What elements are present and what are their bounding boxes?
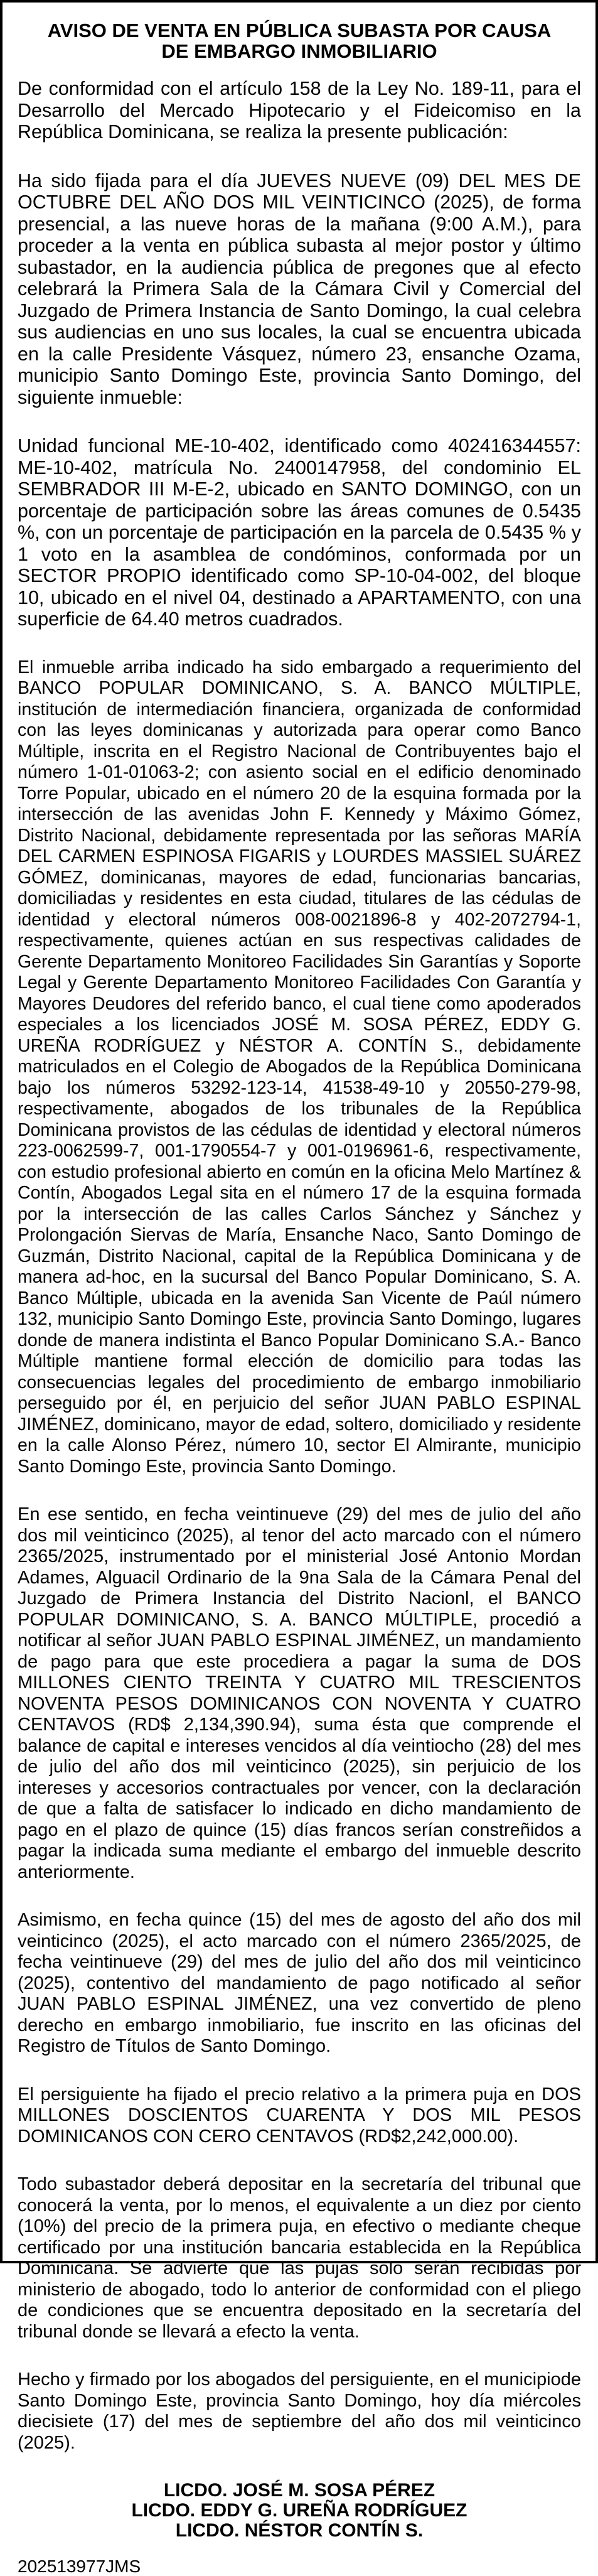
first-bid-price-paragraph: El persiguiente ha fijado el precio relativo a la primera puja en DOS MILLONES DOSCIENTOS CUARENTA Y DOS MIL PESOS DOMINICANOS CON CERO CENTAVOS (RD$2,242,000.00).	[18, 2084, 581, 2147]
signature-attorney-3: LICDO. NÉSTOR CONTÍN S.	[175, 2520, 424, 2541]
signature-attorney-1: LICDO. JOSÉ M. SOSA PÉREZ	[163, 2480, 435, 2501]
notice-title	[18, 20, 581, 62]
payment-order-paragraph: En ese sentido, en fecha veintinueve (29) del mes de julio del año dos mil veinticinco (2025), al tenor del acto marcado con el número 2365/2025, instrumentado por el ministerial José Antonio Mordan Adames, Alguacil Ordinario de la 9na Sala de la Cámara Penal del Juzgado de Primera Instancia del Distrito Nacionl, el BANCO POPULAR DOMINICANO, S. A. BANCO MÚLTIPLE, procedió a notificar al señor JUAN PABLO ESPINAL JIMÉNEZ, un mandamiento de pago para que este procediera a pagar la suma de DOS MILLONES CIENTO TREINTA Y CUATRO MIL TRESCIENTOS NOVENTA PESOS DOMINICANOS CON NOVENTA Y CUATRO CENTAVOS (RD$ 2,134,390.94), suma ésta que comprende el balance de capital e intereses vencidos al día veintiocho (28) del mes de julio del año dos mil veinticinco (2025), sin perjuicio de los intereses y accesorios contractuales por vencer, con la declaración de que a falta de satisfacer lo indicado en dicho mandamiento de pago en el plazo de quince (15) días francos serían constreñidos a pagar la indicada suma mediante el embargo del inmueble descrito anteriormente.	[18, 1504, 581, 1882]
bidder-deposit-paragraph: Todo subastador deberá depositar en la secretaría del tribunal que conocerá la venta, por lo menos, el equivalente a un diez por ciento (10%) del precio de la primera puja, en efectivo o mediante cheque certificado por una institución bancaria establecida en la República Dominicana. Se advierte que las pujas solo serán recibidas por ministerio de abogado, todo lo anterior de conformidad con el pliego de condiciones que se encuentra depositado en la secretaría del tribunal donde se llevará a efecto la venta.	[18, 2174, 581, 2342]
signature-block	[18, 2481, 581, 2541]
registration-paragraph: Asimismo, en fecha quince (15) del mes de agosto del año dos mil veinticinco (2025), el acto marcado con el número 2365/2025, de fecha veintinueve (29) del mes de julio del año dos mil veinticinco (2025), contentivo del mandamiento de pago notificado al señor JUAN PABLO ESPINAL JIMÉNEZ, una vez convertido de pleno derecho en embargo inmobiliario, fue inscrito en las oficinas del Registro de Títulos de Santo Domingo.	[18, 1910, 581, 2056]
seizing-party-paragraph: El inmueble arriba indicado ha sido embargado a requerimiento del BANCO POPULAR DOMINICANO, S. A. BANCO MÚLTIPLE, institución de intermediación financiera, organizada de conformidad con las leyes dominicanas y autorizada para operar como Banco Múltiple, inscrita en el Registro Nacional de Contribuyentes bajo el número 1-01-01063-2; con asiento social en el edificio denominado Torre Popular, ubicado en el número 20 de la esquina formada por la intersección de las avenidas John F. Kennedy y Máximo Gómez, Distrito Nacional, debidamente representada por las señoras MARÍA DEL CARMEN ESPINOSA FIGARIS y LOURDES MASSIEL SUÁREZ GÓMEZ, dominicanas, mayores de edad, funcionarias bancarias, domiciliadas y residentes en esta ciudad, titulares de las cédulas de identidad y electoral números 008-0021896-8 y 402-2072794-1, respectivamente, quienes actúan en sus respectivas calidades de Gerente Departamento Monitoreo Facilidades Sin Garantías y Soporte Legal y Gerente Departamento Monitoreo Facilidades Con Garantía y Mayores Deudores del referido banco, el cual tiene como apoderados especiales a los licenciados JOSÉ M. SOSA PÉREZ, EDDY G. UREÑA RODRÍGUEZ y NÉSTOR A. CONTÍN S., debidamente matriculados en el Colegio de Abogados de la República Dominicana bajo los números 53292-123-14, 41538-49-10 y 20550-279-98, respectivamente, abogados de los tribunales de la República Dominicana provistos de las cédulas de identidad y electoral números 223-0062599-7, 001-1790554-7 y 001-0196961-6, respectivamente, con estudio profesional abierto en común en la oficina Melo Martínez & Contín, Abogados Legal sita en el número 17 de la esquina formada por la intersección de las calles Carlos Sánchez y Sánchez y Prolongación Siervas de María, Ensanche Naco, Santo Domingo de Guzmán, Distrito Nacional, capital de la República Dominicana y de manera ad-hoc, en la sucursal del Banco Popular Dominicano, S. A. Banco Múltiple, ubicada en la avenida San Vicente de Paúl número 132, municipio Santo Domingo Este, provincia Santo Domingo, lugares donde de manera indistinta el Banco Popular Dominicano S.A.- Banco Múltiple mantiene formal elección de domicilio para todas las consecuencias legales del procedimiento de embargo inmobiliario perseguido por él, en perjuicio del señor JUAN PABLO ESPINAL JIMÉNEZ, dominicano, mayor de edad, soltero, domiciliado y residente en la calle Alonso Pérez, número 10, sector El Almirante, municipio Santo Domingo Este, provincia Santo Domingo.	[18, 657, 581, 1477]
signature-attorney-2: LICDO. EDDY G. UREÑA RODRÍGUEZ	[131, 2500, 467, 2521]
notice-title-line-1: AVISO DE VENTA EN PÚBLICA SUBASTA POR CAUSA	[47, 19, 552, 41]
property-description-paragraph: Unidad funcional ME-10-402, identificado como 402416344557: ME-10-402, matrícula No. 2400147958, del condominio EL SEMBRADOR III M-E-2, ubicado en SANTO DOMINGO, con un porcentaje de participación sobre las áreas comunes de 0.5435 %, con un porcentaje de participación en la parcela de 0.5435 % y 1 voto en la asamblea de condóminos, conformada por un SECTOR PROPIO identificado como SP-10-04-002, del bloque 10, ubicado en el nivel 04, destinado a APARTAMENTO, con una superficie de 64.40 metros cuadrados.	[18, 435, 581, 630]
notice-title-line-2: DE EMBARGO INMOBILIARIO	[161, 40, 437, 62]
intro-paragraph: De conformidad con el artículo 158 de la Ley No. 189-11, para el Desarrollo del Mercado Hipotecario y el Fideicomiso en la República Dominicana, se realiza la presente publicación:	[18, 78, 581, 143]
signing-statement-paragraph: Hecho y firmado por los abogados del persiguiente, en el municipiode Santo Domingo Este, provincia Santo Domingo, hoy día miércoles diecisiete (17) del mes de septiembre del año dos mil veinticinco (2025).	[18, 2369, 581, 2453]
auction-date-paragraph: Ha sido fijada para el día JUEVES NUEVE (09) DEL MES DE OCTUBRE DEL AÑO DOS MIL VEINTICINCO (2025), de forma presencial, a las nueve horas de la mañana (9:00 A.M.), para proceder a la venta en pública subasta al mejor postor y último subastador, en la audiencia pública de pregones que al efecto celebrará la Primera Sala de la Cámara Civil y Comercial del Juzgado de Primera Instancia de Santo Domingo, la cual celebra sus audiencias en uno sus locales, la cual se encuentra ubicada en la calle Presidente Vásquez, número 23, ensanche Ozama, municipio Santo Domingo Este, provincia Santo Domingo, del siguiente inmueble:	[18, 170, 581, 408]
reference-code: 202513977JMS	[18, 2557, 141, 2576]
